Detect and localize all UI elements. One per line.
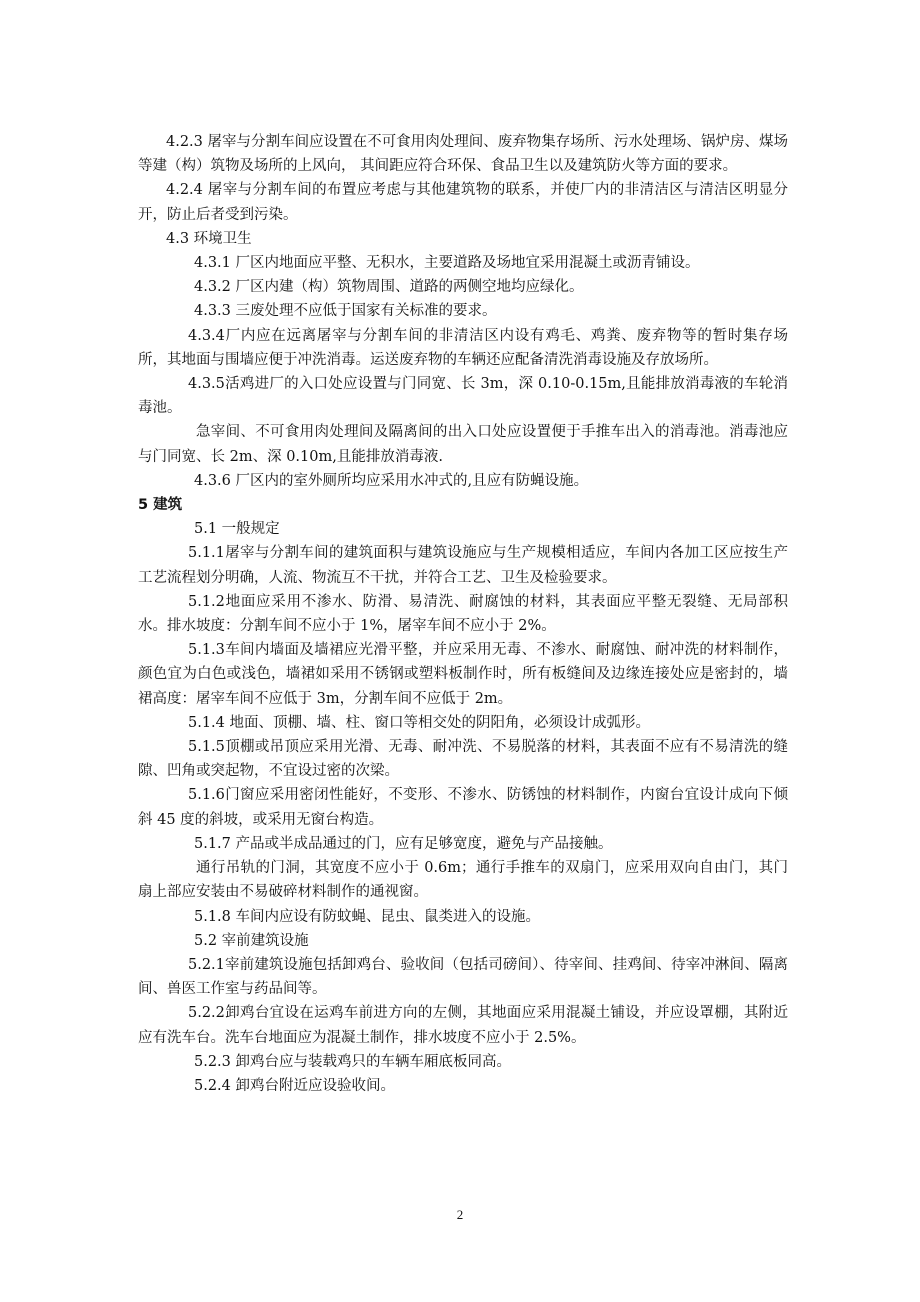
paragraph: 5.1.1屠宰与分割车间的建筑面积与建筑设施应与生产规模相适应，车间内各加工区应按生产工艺流程划分明确，人流、物流互不干扰，并符合工艺、卫生及检验要求。 — [138, 545, 788, 586]
paragraph: 4.3.1 厂区内地面应平整、无积水，主要道路及场地宜采用混凝土或沥青铺设。 — [194, 255, 700, 272]
paragraph: 4.3.5活鸡进厂的入口处应设置与门同宽、长 3m，深 0.10-0.15m,且能排放消毒液的车轮消毒池。 — [138, 376, 788, 417]
document-body — [138, 130, 788, 1098]
paragraph: 5.2.4 卸鸡台附近应设验收间。 — [194, 1077, 396, 1094]
paragraph: 5.2.3 卸鸡台应与装载鸡只的车辆车厢底板同高。 — [194, 1053, 512, 1070]
paragraph: 5.1.5顶棚或吊顶应采用光滑、无毒、耐冲洗、不易脱落的材料，其表面不应有不易清洗的缝隙、凹角或突起物，不宜设过密的次梁。 — [138, 739, 788, 780]
paragraph: 5.1 一般规定 — [194, 521, 280, 538]
paragraph: 急宰间、不可食用肉处理间及隔离间的出入口处应设置便于手推车出入的消毒池。消毒池应与门同宽、长 2m、深 0.10m,且能排放消毒液. — [138, 424, 788, 465]
paragraph: 4.3.4厂内应在远离屠宰与分割车间的非清洁区内设有鸡毛、鸡粪、废弃物等的暂时集存场所，其地面与围墙应便于冲洗消毒。运送废弃物的车辆还应配备清洗消毒设施及存放场所。 — [138, 327, 788, 368]
paragraph: 5.1.8 车间内应设有防蚊蝇、昆虫、鼠类进入的设施。 — [194, 908, 541, 925]
paragraph: 4.2.4 屠宰与分割车间的布置应考虑与其他建筑物的联系，并使厂内的非清洁区与清洁区明显分开，防止后者受到污染。 — [138, 182, 788, 223]
paragraph: 4.3.3 三废处理不应低于国家有关标准的要求。 — [194, 303, 497, 320]
paragraph: 5.2.1宰前建筑设施包括卸鸡台、验收间（包括司磅间）、待宰间、挂鸡间、待宰冲淋间、隔离间、兽医工作室与药品间等。 — [138, 956, 788, 998]
paragraph: 4.3.6 厂区内的室外厕所均应采用水冲式的,且应有防蝇设施。 — [194, 472, 589, 489]
paragraph: 5.1.3车间内墙面及墙裙应光滑平整，并应采用无毒、不渗水、耐腐蚀、耐冲洗的材料制作，颜色宜为白色或浅色，墙裙如采用不锈钢或塑料板制作时，所有板缝间及边缘连接处应是密封的，墙裙高度：屠宰车间不应低于 3m，分割车间不应低于 2m。 — [138, 642, 788, 707]
paragraph: 5.2.2卸鸡台宜设在运鸡车前进方向的左侧，其地面应采用混凝土铺设，并应设罩棚，其附近应有洗车台。洗车台地面应为混凝土制作，排水坡度不应小于 2.5%。 — [138, 1005, 788, 1046]
paragraph: 5.1.4 地面、顶棚、墙、柱、窗口等相交处的阴阳角，必须设计成弧形。 — [188, 714, 651, 731]
section-heading: 5 建筑 — [138, 497, 183, 514]
paragraph: 4.3.2 厂区内建（构）筑物周围、道路的两侧空地均应绿化。 — [194, 279, 584, 296]
paragraph: 5.1.2地面应采用不渗水、防滑、易清洗、耐腐蚀的材料，其表面应平整无裂缝、无局部积水。排水坡度：分割车间不应小于 1%，屠宰车间不应小于 2%。 — [138, 593, 788, 635]
paragraph: 5.1.6门窗应采用密闭性能好，不变形、不渗水、防锈蚀的材料制作，内窗台宜设计成向下倾斜 45 度的斜坡，或采用无窗台构造。 — [138, 787, 788, 828]
paragraph: 通行吊轨的门洞，其宽度不应小于 0.6m；通行手推车的双扇门，应采用双向自由门，其门扇上部应安装由不易破碎材料制作的通视窗。 — [138, 860, 788, 901]
paragraph: 4.2.3 屠宰与分割车间应设置在不可食用肉处理间、废弃物集存场所、污水处理场、锅炉房、煤场等建（构）筑物及场所的上风向， 其间距应符合环保、食品卫生以及建筑防火等方面的要求。 — [138, 134, 788, 175]
page-number: 2 — [456, 1207, 464, 1222]
paragraph: 4.3 环境卫生 — [166, 230, 252, 247]
paragraph: 5.1.7 产品或半成品通过的门，应有足够宽度，避免与产品接触。 — [194, 835, 613, 852]
paragraph: 5.2 宰前建筑设施 — [194, 932, 309, 949]
